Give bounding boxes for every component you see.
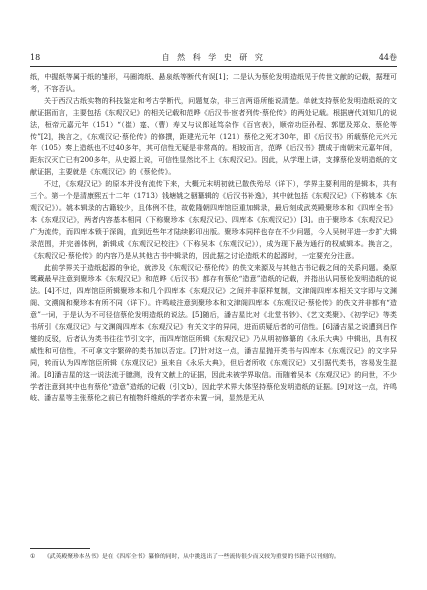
- article-body: [30, 71, 397, 404]
- journal-title: 自 然 科 学 史 研 究: [161, 53, 266, 62]
- paragraph-3: 不过，《东观汉记》的原本并没有流传下来，大概元末明初就已散佚殆尽（详下），学界主要利用的是辑本，共有三个。第一个是清康熙五十二年（1713）钱塘姚之骃纂辑的《后汉书补逸》，其中就包括《东观汉记》（下称姚本《东观汉记》）。姚本辑录的古籍较少，且体例不佳，故乾隆朝四库馆臣重加辑录，最后刻成武英殿聚珍本和《四库全书》本《东观汉记》，两者内容基本相同（下称聚珍本《东观汉记》、四库本《东观汉记》）[3]。由于聚珍本《东观汉记》广为流传，而四库本锁于深阁，直到近些年才陆续影印出版。聚珍本同样也存在不少问题，今人吴树平进一步扩大辑录范围，并完善体例，新辑成《东观汉记校注》（下称吴本《东观汉记》），成为现下最为通行的权威辑本。换言之，《东观汉记·蔡伦传》的内容乃是从其他古书中辑录的，因此据之讨论造纸术的起源时，一定要充分注意。: [30, 179, 397, 260]
- footnote-text: 《武英殿聚珍本丛书》是在《四库全书》纂修的同时，从中挑选出了一些流传很少而又较为重要的书籍予以刊刻的。: [44, 554, 340, 560]
- header-rule: [30, 66, 397, 67]
- running-header: [30, 53, 397, 63]
- footnote-marker: ①: [30, 554, 36, 560]
- footnote: [30, 553, 397, 562]
- paragraph-2: 关于西汉古纸实物的科技鉴定和考古学断代，问题复杂，非三言两语所能说清楚。单就支持蔡伦发明造纸说的文献证据而言，主要包括《东观汉记》的相关记载和范晔《后汉书·宦者列传·蔡伦传》的两处记载。根据唐代刘知几的说法，桓帝元嘉元年（151）“（崔）寔、（曹）寿又与议郎延笃杂作《百官表》，顺帝功臣孙程、郭愿及郑众、蔡伦等传”[2]，换言之，《东观汉记·蔡伦传》的修撰，距建光元年（121）蔡伦之死才30年，即《后汉书》所载蔡伦元兴元年（105）奏上造纸也不过40多年，其可信性无疑是非常高的。相较而言，范晔《后汉书》撰成于南朝宋元嘉年间，距东汉灭亡已有200多年，从史源上说，可信性显然比不上《东观汉记》。因此，从学理上讲，支撑蔡伦发明造纸的文献证据，主要就是《东观汉记》的《蔡伦传》。: [30, 95, 397, 177]
- paragraph-4: 此前学界关于造纸起源的争论，就涉及《东观汉记·蔡伦传》的佚文来源及与其他古书记载之间的关系问题。桑原骘藏最早注意到聚珍本《东观汉记》和范晔《后汉书》都存有蔡伦“造意”造纸的记载，并指出认同蔡伦发明造纸的说法。[4]不过，四库馆臣所辑聚珍本和几个四库本《东观汉记》之间并非原样复制，文津阁四库本相关文字即与文渊阁、文溯阁和聚珍本有所不同（详下）。许鸣岐注意到聚珍本和文津阁四库本《东观汉记·蔡伦传》的佚文并非都有“造意”一词，于是认为不可径信蔡伦发明造纸的说法。[5]随后，潘吉星比对《北堂书钞》、《艺文类聚》、《初学记》等类书所引《东观汉记》与文渊阁四库本《东观汉记》有关文字的异同，进而质疑后者的可信性。[6]潘吉星之说遭到吕作燮的反驳，后者认为类书往往节引文字，而四库馆臣所辑《东观汉记》乃从明初修纂的《永乐大典》中辑出，具有权威性和可信性，不可拿文字繁碎的类书加以否定。[7]针对这一点，潘吉星抛开类书与四库本《东观汉记》的文字异同，转而认为四库馆臣所辑《东观汉记》虽来自《永乐大典》，但后者所收《东观汉记》又引据代类书，容易发生混淆。[8]潘吉星的这一说法流于臆测，没有文献上的证据，因此未被学界取信。而随着吴本《东观汉记》的问世，不少学者注意到其中也有蔡伦“造意”造纸的记载（引文b），因此学术界大体坚持蔡伦发明造纸的证据。[9]对这一点，许鸣岐、潘吉星等主张蔡伦之前已有植物纤维纸的学者亦未置一词，显然是无从: [30, 262, 397, 403]
- footnote-rule: [30, 548, 90, 549]
- volume-label: 44卷: [378, 53, 397, 62]
- page-number: 18: [30, 53, 41, 62]
- paragraph-1: 纸，中握纸等属于纸的雏形，马圈湾纸、悬泉纸等断代有误[1]；二是认为蔡伦发明造纸见于传世文献的记载，据理可考，不容否认。: [30, 72, 397, 93]
